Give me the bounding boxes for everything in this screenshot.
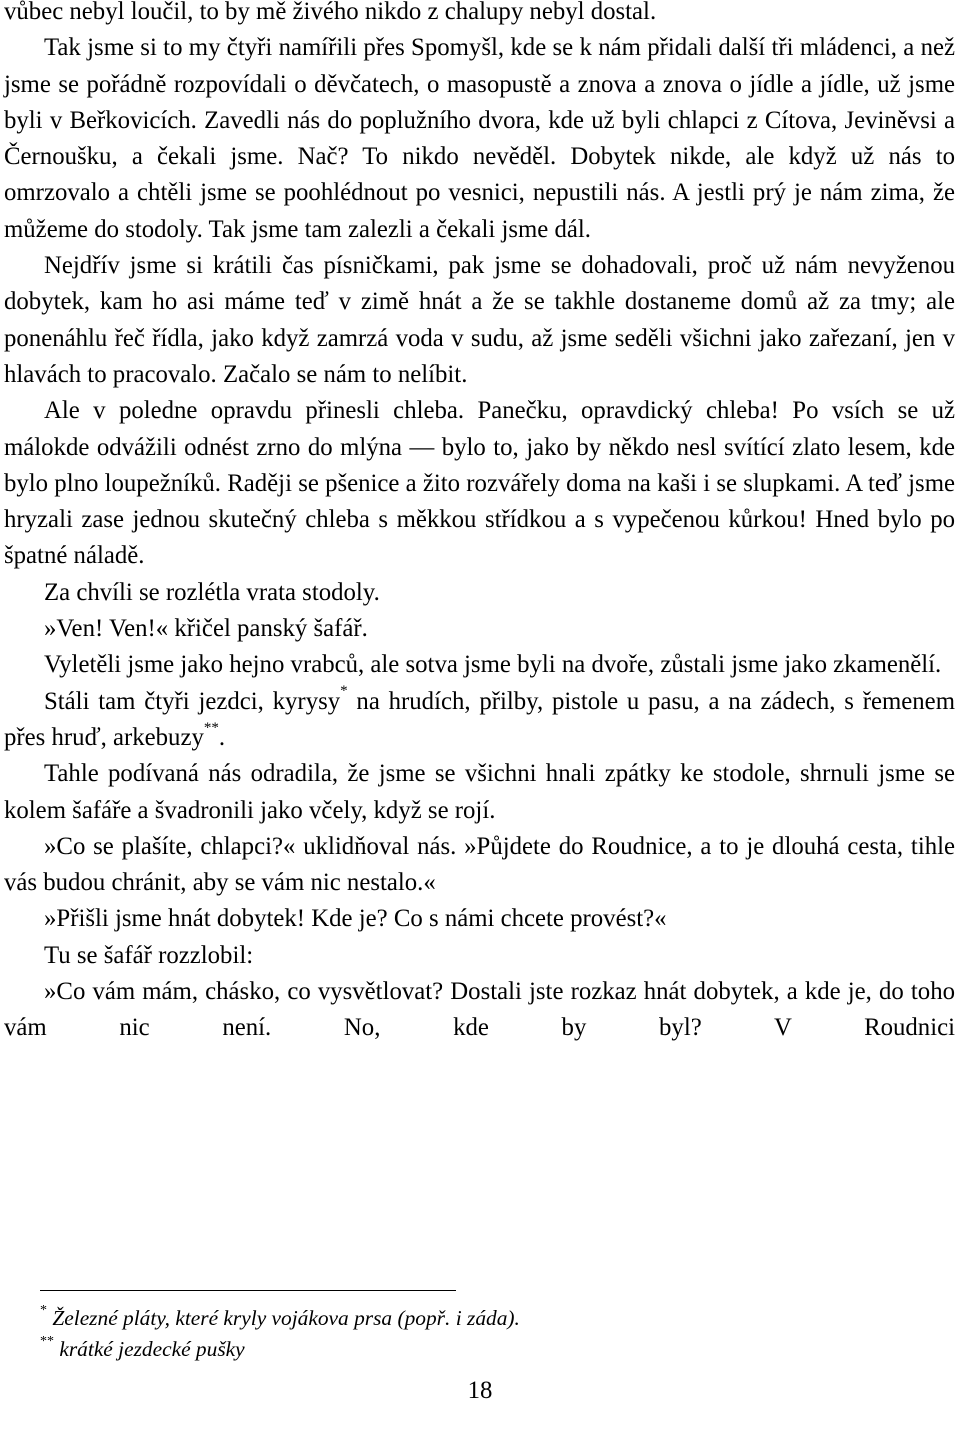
footnotes: [40, 1303, 940, 1365]
paragraph-4: Ale v poledne opravdu přinesli chleba. Panečku, opravdický chleba! Po vsích se už málokde odvážili odnést zrno do mlýna — bylo to, jako by někdo nesl svítící zlato lesem, kde bylo plno loupežníků. Raději se pšenice a žito rozvářely doma na kaši i se slupkami. A teď jsme hryzali zase jednou skutečný chleba s měkkou střídkou a s vypečenou kůrkou! Hned bylo po špatné náladě.: [4, 397, 955, 570]
paragraph-9: Tahle podívaná nás odradila, že jsme se všichni hnali zpátky ke stodole, shrnuli jsme se kolem šafáře a švadronili jako včely, když se rojí.: [4, 760, 955, 824]
paragraph-2: Tak jsme si to my čtyři namířili přes Spomyšl, kde se k nám přidali další tři mládenci, a než jsme se pořádně rozpovídali o děvčatech, o masopustě a znova a znova o jídle a jídle, už jsme byli v Beřkovicích. Zavedli nás do poplužního dvora, kde už byli chlapci z Cítova, Jeviněvsi a Černoušku, a čekali jsme. Nač? To nikdo nevěděl. Dobytek nikde, ale když už nás to omrzovalo a chtěli jsme se poohlédnout po vesnici, nepustili nás. A jestli prý je nám zima, že můžeme do stodoly. Tak jsme tam zalezli a čekali jsme dál.: [4, 34, 955, 243]
paragraph-8-part-3: .: [218, 723, 226, 751]
paragraph-11: »Přišli jsme hnát dobytek! Kde je? Co s námi chcete provést?«: [44, 905, 667, 933]
paragraph-3: Nejdřív jsme si krátili čas písničkami, pak jsme se dohadovali, proč už nám nevyženou dobytek, kam ho asi máme teď v zimě hnát a že se takhle dostaneme domů až za tmy; ale ponenáhlu řeč řídla, jako když zamrzá voda v sudu, až jsme seděli všichni jako zařezaní, jen v hlavách to pracovalo. Začalo se nám to nelíbit.: [4, 252, 955, 388]
paragraph-8-part-2: na hrudích, přilby, pistole u pasu, a na zádech, s řemenem přes hruď, arkebuzy: [4, 687, 955, 751]
paragraph-1: vůbec nebyl loučil, to by mě živého nikdo z chalupy nebyl dostal.: [4, 0, 657, 25]
paragraph-6: »Ven! Ven!« křičel panský šafář.: [44, 615, 368, 643]
footnote-ref-2: **: [203, 719, 219, 736]
paragraph-12: Tu se šafář rozzlobil:: [44, 941, 254, 969]
paragraph-8-part-1: Stáli tam čtyři jezdci, kyrysy: [44, 687, 341, 715]
paragraph-13: »Co vám mám, chásko, co vysvětlovat? Dostali jste rozkaz hnát dobytek, a kde je, do toho vám nic není. No, kde by byl? V Roudnici: [4, 978, 955, 1042]
book-page: [4, 0, 955, 1047]
paragraph-8: [4, 684, 955, 757]
footnote-mark-1: *: [40, 1302, 47, 1318]
body-text: [4, 0, 955, 1047]
footnote-1: [40, 1303, 940, 1334]
footnote-separator: [40, 1290, 456, 1291]
page-number: 18: [467, 1377, 493, 1404]
footnote-2: [40, 1334, 940, 1365]
paragraph-10: »Co se plašíte, chlapci?« uklidňoval nás. »Půjdete do Roudnice, a to je dlouhá cesta, tihle vás budou chránit, aby se vám nic nestalo.«: [4, 832, 955, 897]
paragraph-5: Za chvíli se rozlétla vrata stodoly.: [44, 578, 380, 606]
footnote-text-1: Železné pláty, které kryly vojákova prsa (popř. i záda).: [52, 1306, 520, 1330]
footnote-mark-2: **: [40, 1333, 54, 1349]
footnote-ref-1: *: [340, 683, 348, 700]
paragraph-7: Vyletěli jsme jako hejno vrabců, ale sotva jsme byli na dvoře, zůstali jsme jako zkamenělí.: [44, 651, 942, 679]
footnote-text-2: krátké jezdecké pušky: [59, 1337, 245, 1361]
